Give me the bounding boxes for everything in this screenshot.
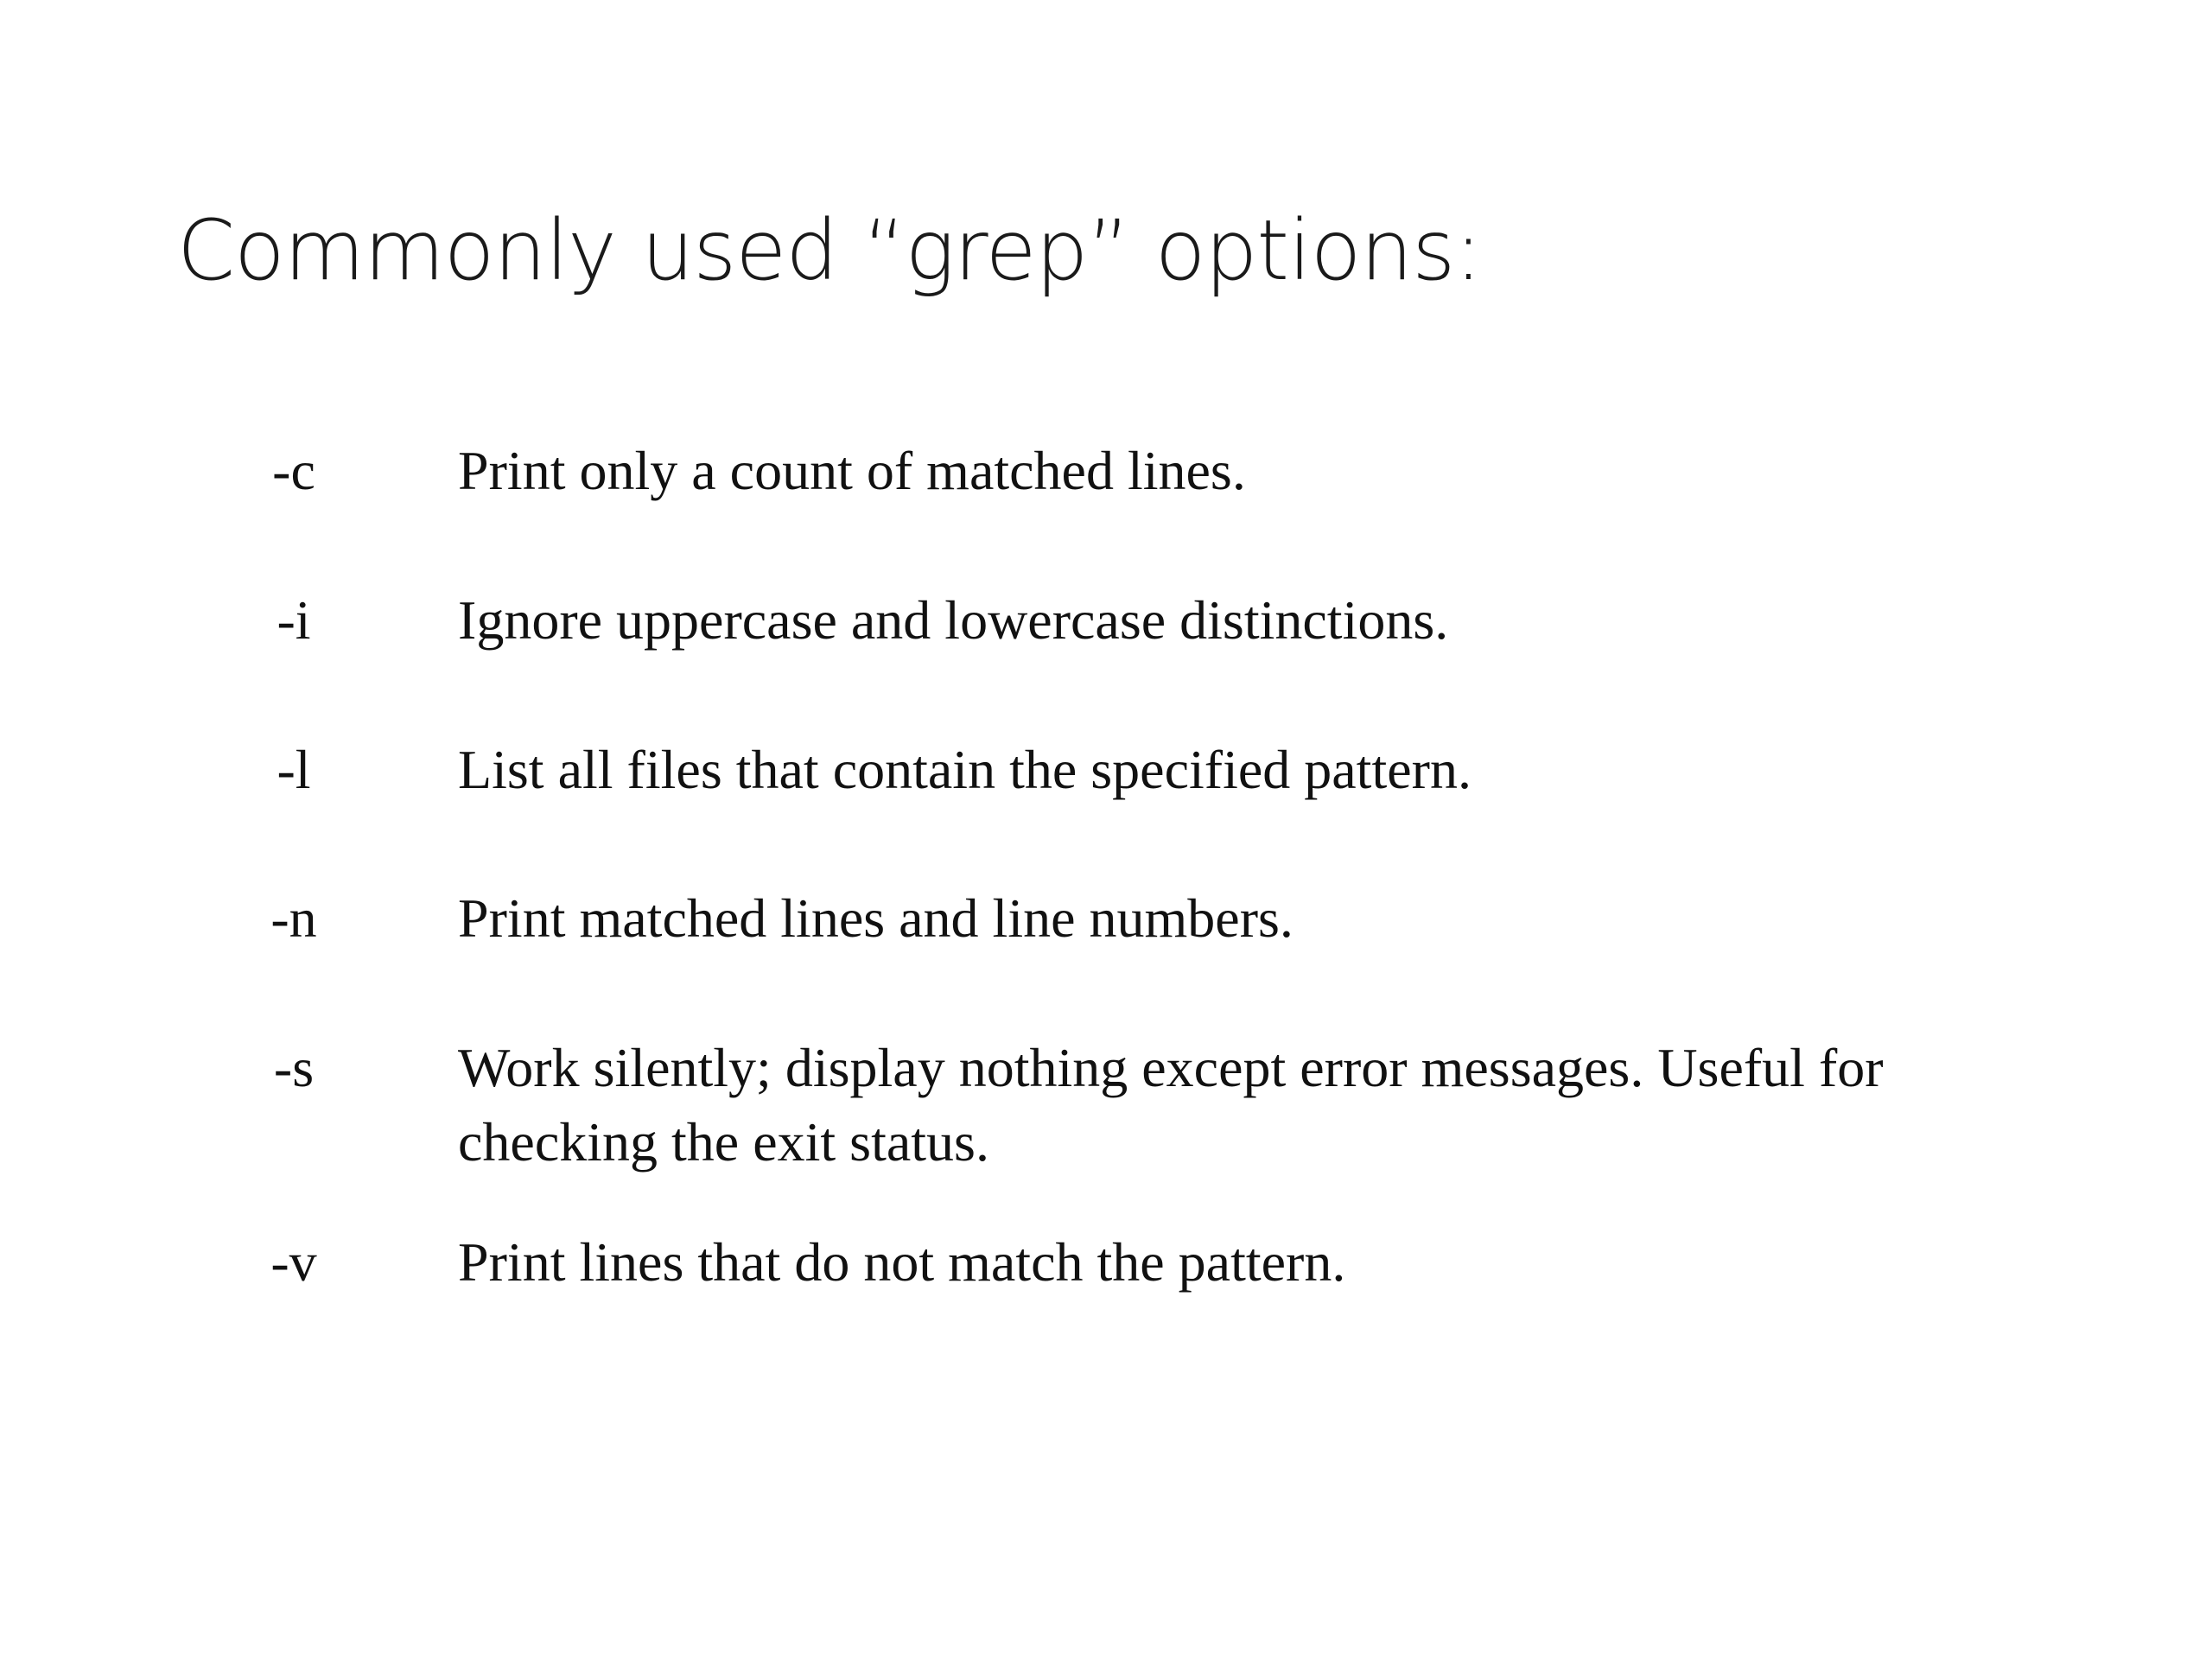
option-flag: -c	[272, 440, 315, 501]
option-flag: -l	[276, 739, 311, 800]
option-description: Print matched lines and line numbers.	[458, 887, 1294, 949]
option-flag: -n	[270, 887, 317, 949]
option-flag: -v	[270, 1231, 317, 1293]
option-description: Ignore uppercase and lowercase distinctions.	[458, 589, 1449, 651]
slide-title: Commonly used “grep” options:	[177, 202, 1482, 299]
option-flag: -i	[276, 589, 311, 651]
option-description: Work silently; display nothing except error messages. Useful for checking the exit status.	[458, 1037, 1884, 1173]
option-description: List all files that contain the specified pattern.	[458, 739, 1471, 800]
option-description: Print lines that do not match the pattern.	[458, 1231, 1346, 1293]
option-description: Print only a count of matched lines.	[458, 440, 1246, 501]
option-flag: -s	[273, 1037, 315, 1098]
